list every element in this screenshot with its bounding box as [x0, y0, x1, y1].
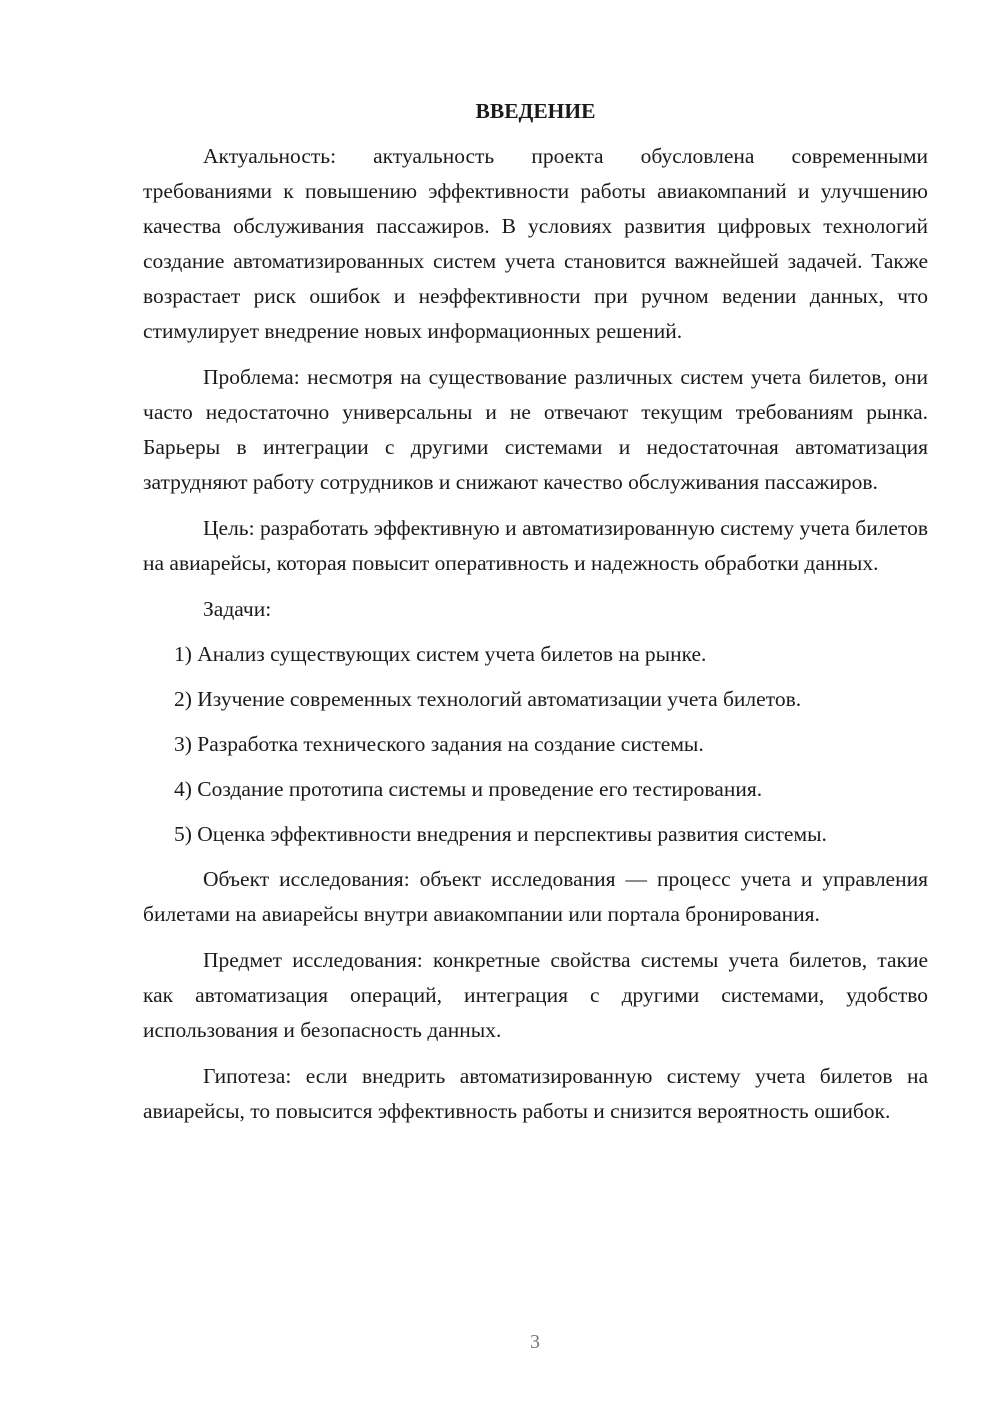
list-item: 3) Разработка технического задания на создание системы.	[174, 732, 704, 756]
page-content	[143, 92, 928, 1140]
list-item: 5) Оценка эффективности внедрения и перспективы развития системы.	[174, 822, 827, 846]
goal-paragraph: Цель: разработать эффективную и автоматизированную систему учета билетов на авиарейсы, которая повысит оперативность и надежность обработки данных.	[143, 516, 928, 575]
problem-paragraph: Проблема: несмотря на существование различных систем учета билетов, они часто недостаточно универсальны и не отвечают текущим требованиям рынка. Барьеры в интеграции с другими системами и недостаточная автоматизация затрудняют работу сотрудников и снижают качество обслуживания пассажиров.	[143, 365, 928, 494]
subject-paragraph: Предмет исследования: конкретные свойства системы учета билетов, такие как автоматизация операций, интеграция с другими системами, удобство использования и безопасность данных.	[143, 948, 928, 1042]
page-title: ВВЕДЕНИЕ	[475, 99, 596, 123]
list-item: 4) Создание прототипа системы и проведение его тестирования.	[174, 777, 763, 801]
list-item: 2) Изучение современных технологий автоматизации учета билетов.	[174, 687, 802, 711]
tasks-heading: Задачи:	[203, 597, 272, 621]
page-number: 3	[530, 1331, 540, 1353]
object-paragraph: Объект исследования: объект исследования — процесс учета и управления билетами на авиарейсы внутри авиакомпании или портала бронирования.	[143, 867, 928, 926]
hypothesis-paragraph: Гипотеза: если внедрить автоматизированную систему учета билетов на авиарейсы, то повысится эффективность работы и снизится вероятность ошибок.	[143, 1064, 928, 1123]
tasks-list	[143, 637, 928, 852]
relevance-paragraph: Актуальность: актуальность проекта обусловлена современными требованиями к повышению эффективности работы авиакомпаний и улучшению качества обслуживания пассажиров. В условиях развития цифровых технологий создание автоматизированных систем учета становится важнейшей задачей. Также возрастает риск ошибок и неэффективности при ручном ведении данных, что стимулирует внедрение новых информационных решений.	[143, 144, 928, 343]
list-item: 1) Анализ существующих систем учета билетов на рынке.	[174, 642, 707, 666]
